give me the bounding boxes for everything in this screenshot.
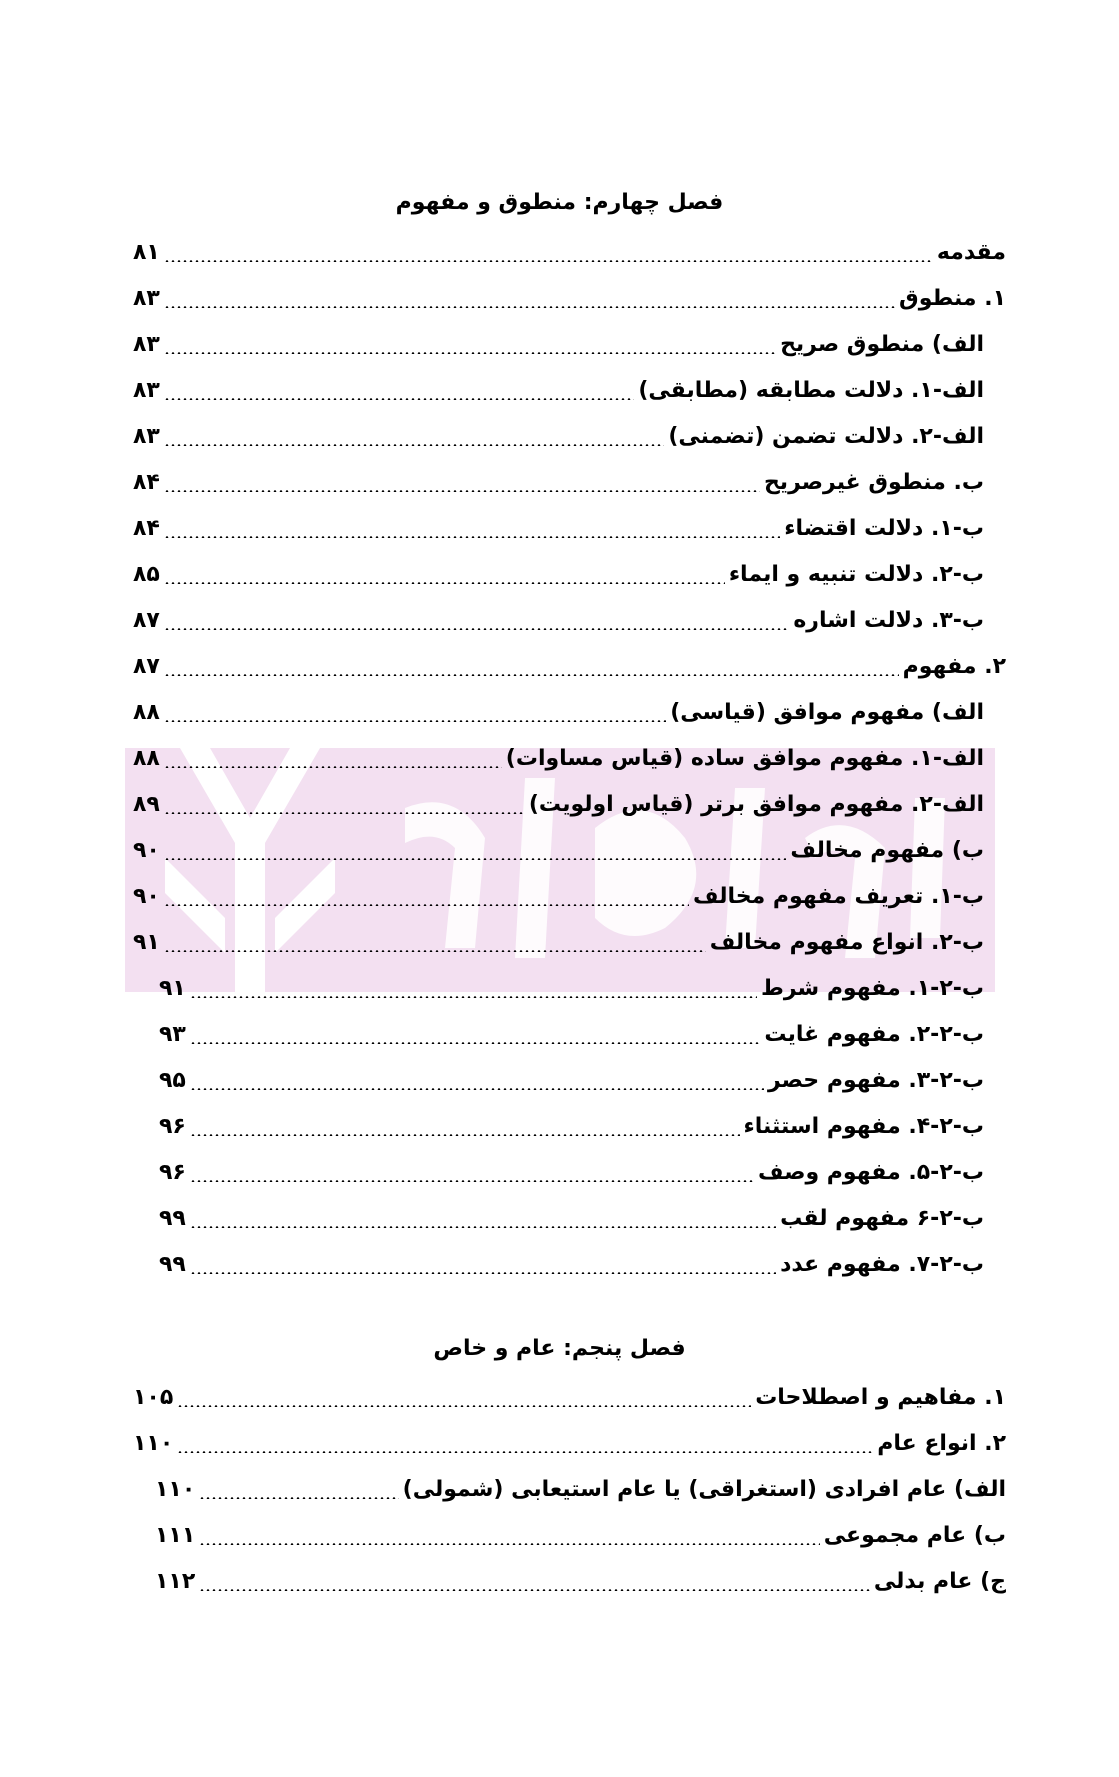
leader-dots <box>190 1272 776 1274</box>
toc-entry-title: ب-۲. انواع مفهوم مخالف <box>709 929 984 955</box>
leader-dots <box>190 1180 754 1182</box>
toc-entry-page: ۹۹ <box>159 1251 186 1277</box>
toc-entry[interactable] <box>133 922 984 962</box>
toc-entry-title: ب-۲-۴. مفهوم استثناء <box>743 1113 984 1139</box>
leader-dots <box>164 766 502 768</box>
leader-dots <box>164 306 895 308</box>
toc-entry-page: ۹۹ <box>159 1205 186 1231</box>
toc-entry-title: ۱. مفاهیم و اصطلاحات <box>755 1384 1006 1410</box>
toc-entry-page: ۱۱۲ <box>155 1568 196 1594</box>
toc-entry-page: ۸۳ <box>133 285 160 311</box>
leader-dots <box>164 674 899 676</box>
toc-entry[interactable] <box>133 830 984 870</box>
toc-entry-title: ب-۲-۷. مفهوم عدد <box>780 1251 984 1277</box>
toc-entry-page: ۱۱۰ <box>155 1476 196 1502</box>
toc-entry[interactable] <box>159 1152 984 1192</box>
leader-dots <box>164 858 787 860</box>
toc-entry-page: ۱۱۰ <box>133 1430 174 1456</box>
leader-dots <box>164 444 664 446</box>
toc-entry-title: ۲. مفهوم <box>902 653 1006 679</box>
leader-dots <box>164 950 706 952</box>
toc-entry-title: ب-۲-۱. مفهوم شرط <box>760 975 984 1001</box>
leader-dots <box>164 904 689 906</box>
toc-entry-page: ۸۵ <box>133 561 160 587</box>
toc-entry-title: ج) عام بدلی <box>873 1568 1006 1594</box>
toc-entry-page: ۸۷ <box>133 653 160 679</box>
leader-dots <box>190 1226 776 1228</box>
toc-entry[interactable] <box>159 1198 984 1238</box>
toc-entry-page: ۸۸ <box>133 745 160 771</box>
toc-entry[interactable] <box>133 370 984 410</box>
toc-entry[interactable] <box>133 232 1006 272</box>
toc-entry[interactable] <box>159 1060 984 1100</box>
leader-dots <box>164 490 760 492</box>
leader-dots <box>164 812 525 814</box>
toc-entry-page: ۹۱ <box>133 929 160 955</box>
leader-dots <box>190 1042 760 1044</box>
toc-entry-title: ب) مفهوم مخالف <box>790 837 984 863</box>
toc-entry-title: الف-۱. دلالت مطابقه (مطابقی) <box>638 377 984 403</box>
toc-entry-title: ۲. انواع عام <box>877 1430 1006 1456</box>
toc-entry[interactable] <box>159 968 984 1008</box>
toc-entry-title: الف) منطوق صریح <box>780 331 984 357</box>
toc-entry-title: ب-۱. تعریف مفهوم مخالف <box>693 883 984 909</box>
toc-entry-page: ۹۵ <box>159 1067 186 1093</box>
toc-entry-page: ۸۳ <box>133 377 160 403</box>
toc-entry-page: ۸۷ <box>133 607 160 633</box>
toc-entry[interactable] <box>133 1423 1006 1463</box>
toc-entry[interactable] <box>133 554 984 594</box>
toc-entry[interactable] <box>155 1469 1006 1509</box>
leader-dots <box>199 1543 820 1545</box>
toc-entry-title: ۱. منطوق <box>899 285 1006 311</box>
chapter-4-heading: فصل چهارم: منطوق و مفهوم <box>395 190 724 215</box>
toc-entry-title: الف) عام افرادی (استغراقی) یا عام استیعابی (شمولی) <box>402 1476 1006 1502</box>
toc-entry-title: ب. منطوق غیرصریح <box>763 469 984 495</box>
toc-entry-title: مقدمه <box>936 239 1006 265</box>
toc-entry[interactable] <box>133 876 984 916</box>
toc-entry-page: ۸۴ <box>133 469 160 495</box>
leader-dots <box>164 536 780 538</box>
toc-entry[interactable] <box>155 1561 1006 1601</box>
leader-dots <box>164 582 725 584</box>
toc-entry-page: ۸۳ <box>133 331 160 357</box>
toc-entry[interactable] <box>155 1515 1006 1555</box>
toc-entry-title: الف-۲. دلالت تضمن (تضمنی) <box>668 423 984 449</box>
toc-entry-page: ۹۰ <box>133 837 160 863</box>
leader-dots <box>164 628 789 630</box>
toc-entry[interactable] <box>133 1377 1006 1417</box>
toc-entry[interactable] <box>133 462 984 502</box>
toc-entry-page: ۹۶ <box>159 1113 186 1139</box>
toc-entry-page: ۸۹ <box>133 791 160 817</box>
toc-entry[interactable] <box>159 1014 984 1054</box>
toc-entry[interactable] <box>133 692 984 732</box>
chapter-5-heading: فصل پنجم: عام و خاص <box>433 1336 686 1361</box>
toc-entry-title: ب-۲. دلالت تنبیه و ایماء <box>728 561 984 587</box>
toc-entry[interactable] <box>159 1106 984 1146</box>
toc-entry-page: ۸۸ <box>133 699 160 725</box>
toc-entry-page: ۹۶ <box>159 1159 186 1185</box>
leader-dots <box>199 1589 870 1591</box>
toc-entry-title: ب-۲-۲. مفهوم غایت <box>764 1021 984 1047</box>
toc-entry-title: الف-۱. مفهوم موافق ساده (قیاس مساوات) <box>505 745 984 771</box>
toc-entry-title: الف-۲. مفهوم موافق برتر (قیاس اولویت) <box>528 791 984 817</box>
toc-entry[interactable] <box>133 278 1006 318</box>
toc-entry-page: ۹۰ <box>133 883 160 909</box>
toc-entry[interactable] <box>159 1244 984 1284</box>
toc-entry-title: ب-۲-۶ مفهوم لقب <box>780 1205 984 1231</box>
toc-entry-title: ب) عام مجموعی <box>823 1522 1006 1548</box>
toc-entry-page: ۸۳ <box>133 423 160 449</box>
leader-dots <box>190 1088 764 1090</box>
leader-dots <box>164 398 634 400</box>
leader-dots <box>177 1451 873 1453</box>
leader-dots <box>190 1134 740 1136</box>
leader-dots <box>190 996 757 998</box>
toc-entry-page: ۱۱۱ <box>155 1522 196 1548</box>
toc-entry[interactable] <box>133 508 984 548</box>
leader-dots <box>199 1497 398 1499</box>
leader-dots <box>177 1405 751 1407</box>
leader-dots <box>164 352 776 354</box>
toc-entry[interactable] <box>133 784 984 824</box>
toc-entry[interactable] <box>133 738 984 778</box>
leader-dots <box>164 260 933 262</box>
toc-entry[interactable] <box>133 324 984 364</box>
toc-entry-title: ب-۲-۳. مفهوم حصر <box>767 1067 984 1093</box>
toc-entry-page: ۸۱ <box>133 239 160 265</box>
toc-entry-page: ۹۳ <box>159 1021 186 1047</box>
toc-entry[interactable] <box>133 600 984 640</box>
leader-dots <box>164 720 666 722</box>
toc-entry[interactable] <box>133 416 984 456</box>
toc-entry-page: ۱۰۵ <box>133 1384 174 1410</box>
toc-entry-title: ب-۲-۵. مفهوم وصف <box>758 1159 984 1185</box>
toc-entry-title: ب-۳. دلالت اشاره <box>793 607 984 633</box>
toc-entry[interactable] <box>133 646 1006 686</box>
toc-entry-title: الف) مفهوم موافق (قیاسی) <box>670 699 984 725</box>
toc-entry-page: ۹۱ <box>159 975 186 1001</box>
toc-entry-page: ۸۴ <box>133 515 160 541</box>
toc-entry-title: ب-۱. دلالت اقتضاء <box>784 515 984 541</box>
